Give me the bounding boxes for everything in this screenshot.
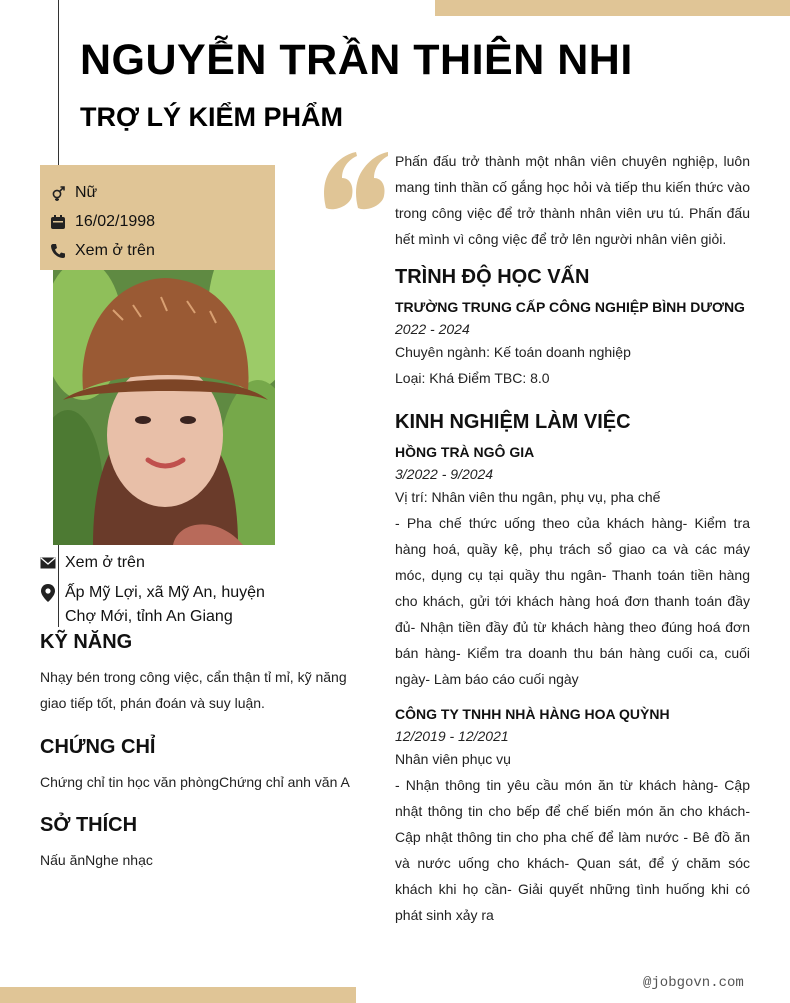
experience-company: HỒNG TRÀ NGÔ GIA <box>395 444 535 460</box>
envelope-icon <box>40 554 56 572</box>
experience-period: 12/2019 - 12/2021 <box>395 728 509 744</box>
personal-info-box <box>40 165 275 270</box>
phone-icon <box>50 243 66 259</box>
skills-heading: KỸ NĂNG <box>40 631 133 653</box>
job-title: TRỢ LÝ KIỂM PHẨM <box>80 102 344 132</box>
experience-section <box>395 411 750 928</box>
gender-icon <box>50 185 66 201</box>
watermark: @jobgovn.com <box>643 975 744 991</box>
quote-icon <box>322 148 388 219</box>
gender-value: Nữ <box>75 183 98 201</box>
education-grade: Loại: Khá Điểm TBC: 8.0 <box>395 370 550 386</box>
address-line-2: Chợ Mới, tỉnh An Giang <box>65 608 233 625</box>
certificates-heading: CHỨNG CHỈ <box>40 736 156 758</box>
bottom-accent-bar <box>0 987 356 1003</box>
birthdate-value: 16/02/1998 <box>75 212 156 230</box>
experience-position: Vị trí: Nhân viên thu ngân, phụ vụ, pha chế <box>395 489 661 505</box>
birthdate-row <box>40 207 275 236</box>
hobbies-heading: SỞ THÍCH <box>40 814 138 836</box>
email-row <box>40 551 300 575</box>
experience-heading: KINH NGHIỆM LÀM VIỆC <box>395 411 631 433</box>
address-line-1: Ấp Mỹ Lợi, xã Mỹ An, huyện <box>65 584 265 601</box>
certificates-section <box>40 736 360 795</box>
experience-period: 3/2022 - 9/2024 <box>395 466 494 482</box>
hobbies-text: Nấu ănNghe nhạc <box>40 852 153 868</box>
experience-description: - Nhận thông tin yêu cầu món ăn từ khách hàng- Cập nhật thông tin cho bếp để chế biến món ăn cho khách- Cập nhật thông tin cho pha chế để làm nước - Bê đồ ăn và nước uống cho khách- Quan sát, để ý chăm sóc khách khi họ cần- Giải quyết những tình huống khi có phát sinh xảy ra <box>395 777 750 923</box>
education-major: Chuyên ngành: Kế toán doanh nghiệp <box>395 344 631 360</box>
experience-company: CÔNG TY TNHH NHÀ HÀNG HOA QUỲNH <box>395 706 670 722</box>
education-section <box>395 266 750 391</box>
hobbies-section <box>40 814 360 873</box>
education-school: TRƯỜNG TRUNG CẤP CÔNG NGHIỆP BÌNH DƯƠNG <box>395 299 745 315</box>
contact-info <box>40 551 300 635</box>
address-row <box>40 581 300 629</box>
address-value <box>65 581 265 629</box>
experience-description: - Pha chế thức uống theo của khách hàng- Kiểm tra hàng hoá, quầy kệ, phụ trách sổ giao ca và các máy móc, dụng cụ tại quầy thu ngân- Thanh toán tiền hàng cho khách, gửi tới khách hàng hoá đơn thanh toán đầy đủ- Nhận tiền đầy đủ từ khách hàng theo đúng hoá đơn bán hàng- Kiểm tra doanh thu bán hàng cuối ca, cuối ngày- Làm báo cáo cuối ngày <box>395 515 750 687</box>
experience-position: Nhân viên phục vụ <box>395 751 511 767</box>
candidate-name: NGUYỄN TRẦN THIÊN NHI <box>80 36 633 84</box>
skills-text: Nhạy bén trong công việc, cẩn thận tỉ mỉ, kỹ năng giao tiếp tốt, phán đoán và suy luận. <box>40 669 347 711</box>
career-objective: Phấn đấu trở thành một nhân viên chuyên nghiệp, luôn mang tinh thần cố gắng học hỏi và tiếp thu kiến thức vào trong công việc để trở thành nhân viên ưu tú. Phấn đấu hết mình vì công việc để trở lên người nhân viên giỏi. <box>395 153 750 247</box>
location-pin-icon <box>40 584 56 602</box>
phone-row <box>40 236 275 265</box>
calendar-icon <box>50 214 66 230</box>
gender-row <box>40 178 275 207</box>
phone-value: Xem ở trên <box>75 241 155 259</box>
certificates-text: Chứng chỉ tin học văn phòngChứng chỉ anh văn A <box>40 774 350 790</box>
profile-photo <box>53 270 275 545</box>
education-heading: TRÌNH ĐỘ HỌC VẤN <box>395 266 590 288</box>
experience-item <box>395 706 750 928</box>
email-value: Xem ở trên <box>65 554 145 571</box>
top-accent-bar <box>435 0 790 16</box>
experience-item <box>395 444 750 692</box>
divider-line <box>58 0 59 165</box>
skills-section <box>40 631 360 716</box>
education-period: 2022 - 2024 <box>395 321 470 337</box>
